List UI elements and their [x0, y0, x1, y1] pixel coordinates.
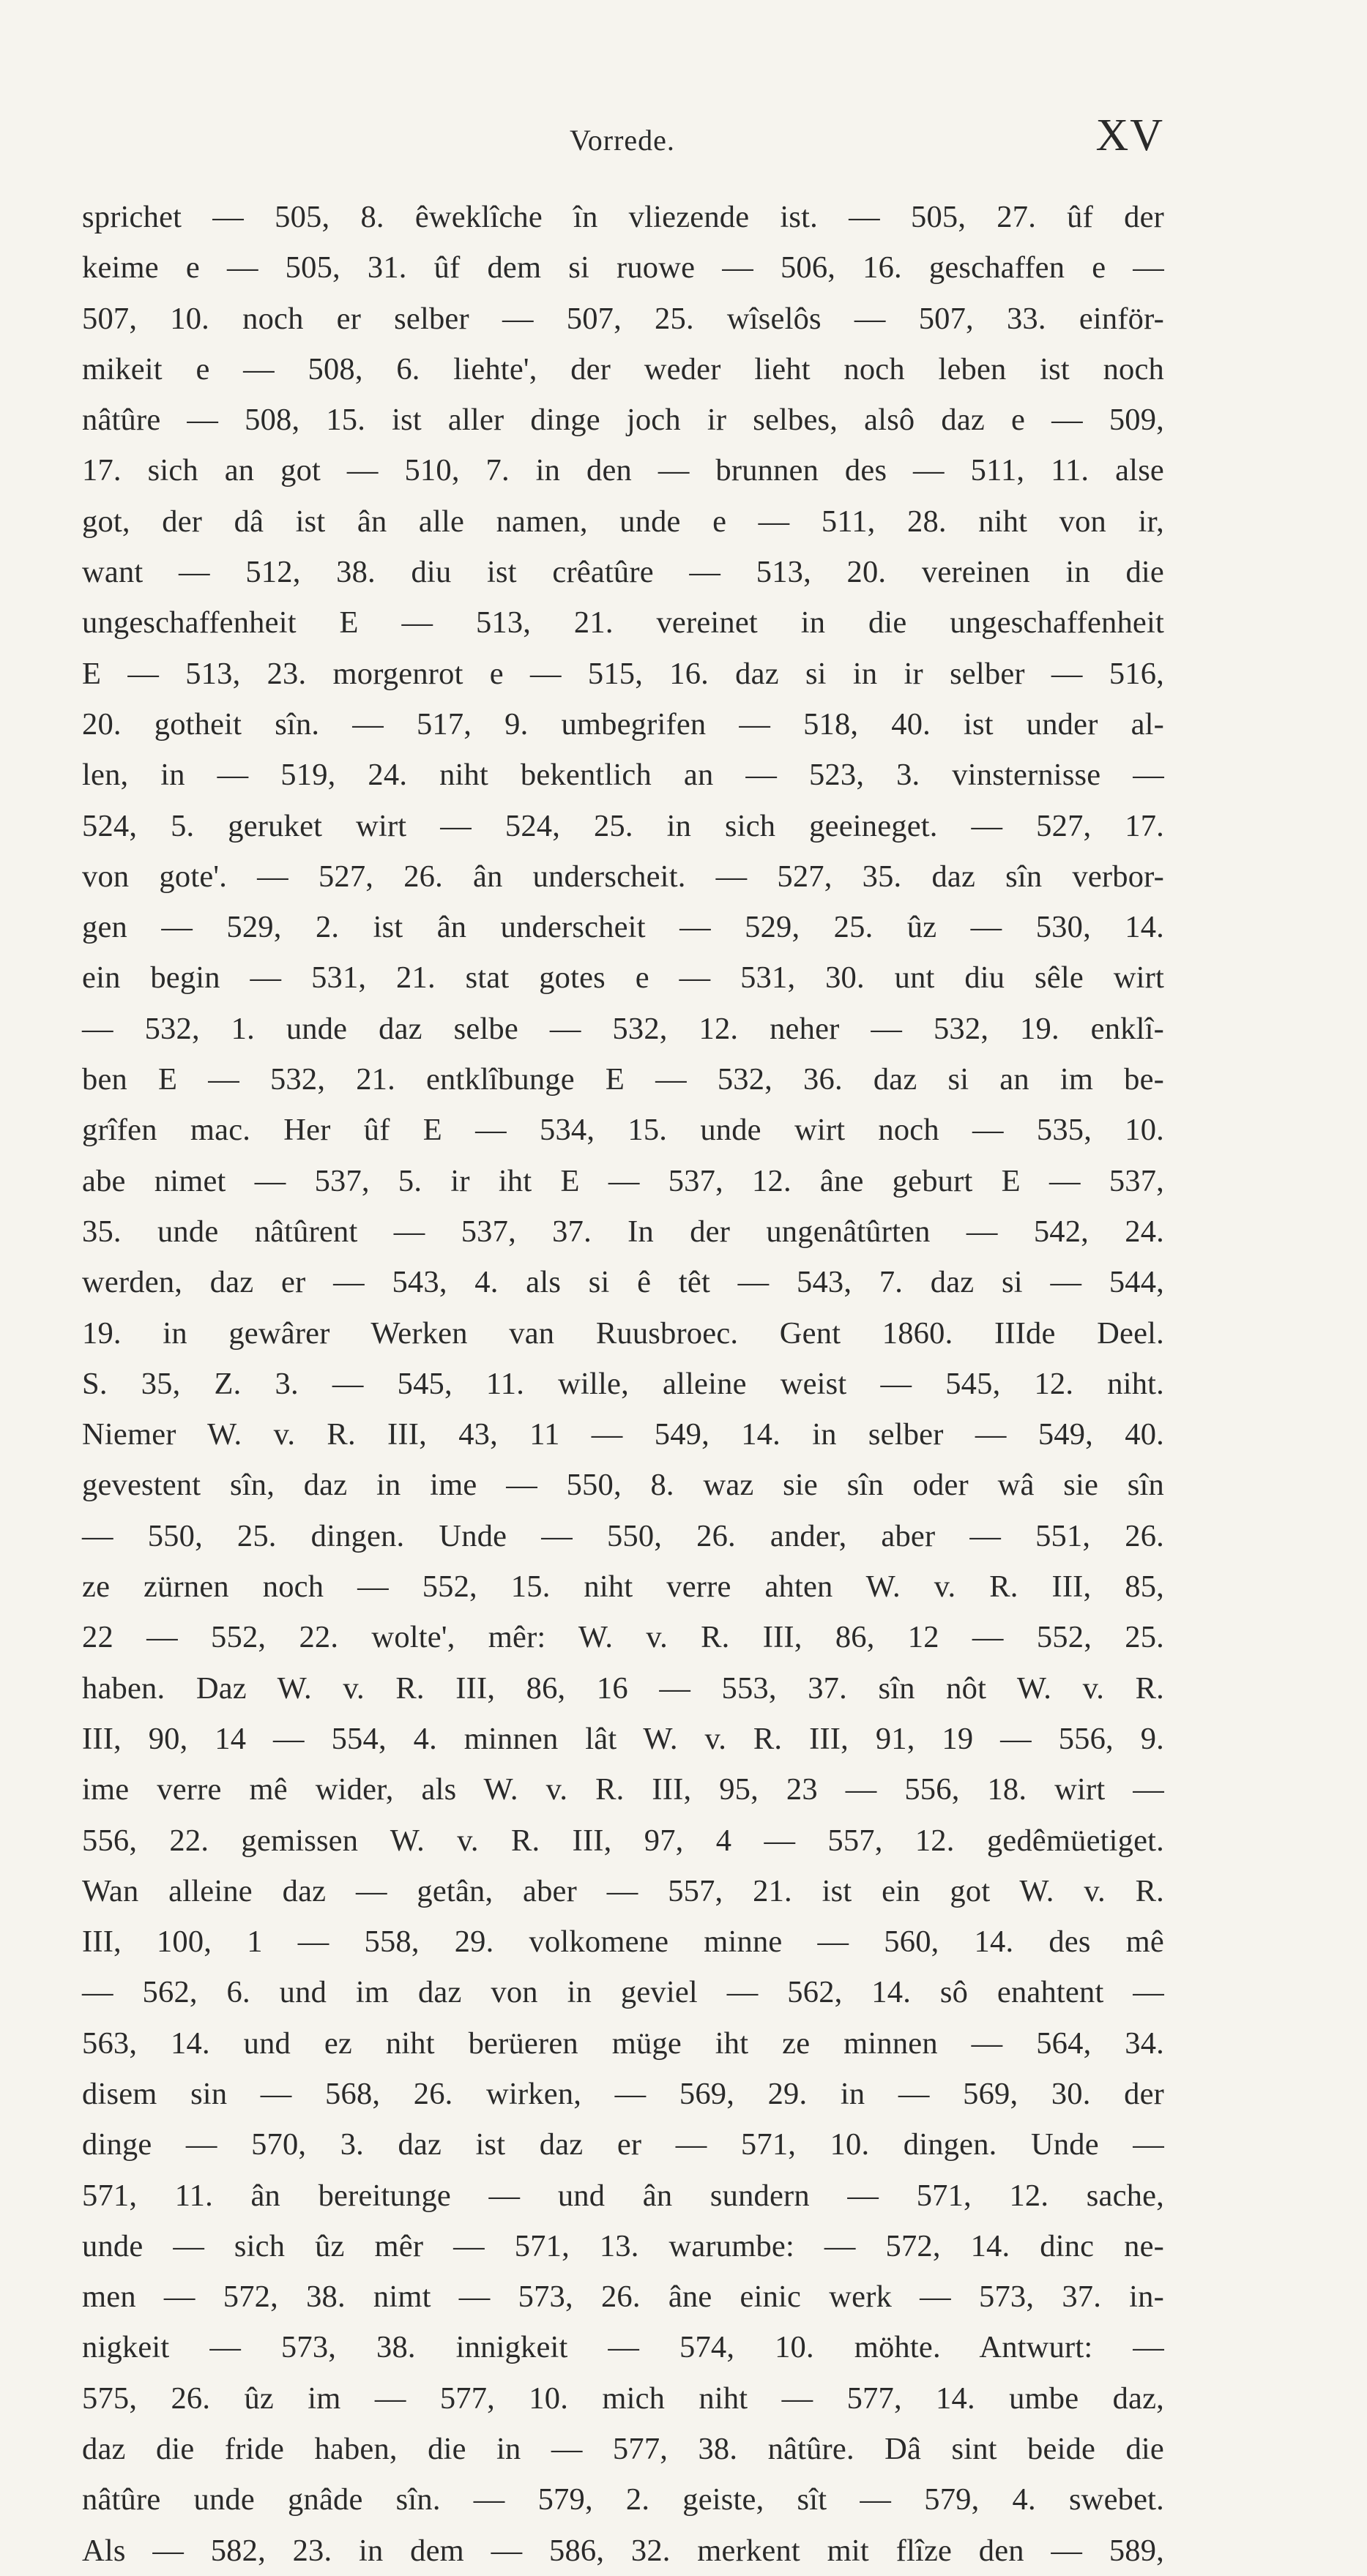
text-line: 575, 26. ûz im — 577, 10. mich niht — 577, 14. umbe daz,: [82, 2381, 1164, 2416]
text-line: III, 90, 14 — 554, 4. minnen lât W. v. R. III, 91, 19 — 556, 9.: [82, 1721, 1164, 1756]
text-line: abe nimet — 537, 5. ir iht E — 537, 12. âne geburt E — 537,: [82, 1163, 1164, 1198]
text-line: — 532, 1. unde daz selbe — 532, 12. neher — 532, 19. enklî-: [82, 1011, 1164, 1046]
text-line: Niemer W. v. R. III, 43, 11 — 549, 14. in selber — 549, 40.: [82, 1417, 1164, 1452]
page-header: [81, 110, 1164, 168]
page-number: XV: [1095, 111, 1164, 160]
text-line: Als — 582, 23. in dem — 586, 32. merkent mit flîze den — 589,: [82, 2533, 1164, 2568]
text-line: E — 513, 23. morgenrot e — 515, 16. daz si in ir selber — 516,: [82, 656, 1164, 691]
text-line: dinge — 570, 3. daz ist daz er — 571, 10. dingen. Unde —: [82, 2127, 1164, 2162]
text-line: nigkeit — 573, 38. innigkeit — 574, 10. möhte. Antwurt: —: [82, 2330, 1164, 2365]
text-line: 17. sich an got — 510, 7. in den — brunnen des — 511, 11. alse: [82, 453, 1164, 488]
text-line: len, in — 519, 24. niht bekentlich an — 523, 3. vinsternisse —: [82, 758, 1164, 793]
text-line: — 550, 25. dingen. Unde — 550, 26. ander, aber — 551, 26.: [82, 1518, 1164, 1553]
text-line: mikeit e — 508, 6. liehte', der weder lieht noch leben ist noch: [82, 351, 1164, 387]
text-line: want — 512, 38. diu ist crêatûre — 513, 20. vereinen in die: [82, 555, 1164, 590]
text-line: nâtûre — 508, 15. ist aller dinge joch ir selbes, alsô daz e — 509,: [82, 403, 1164, 438]
text-line: 22 — 552, 22. wolte', mêr: W. v. R. III, 86, 12 — 552, 25.: [82, 1620, 1164, 1655]
text-line: gen — 529, 2. ist ân underscheit — 529, 25. ûz — 530, 14.: [82, 910, 1164, 945]
text-line: III, 100, 1 — 558, 29. volkomene minne — 560, 14. des mê: [82, 1924, 1164, 1960]
text-line: 19. in gewârer Werken van Ruusbroec. Gent 1860. IIIde Deel.: [82, 1315, 1164, 1351]
body-text: [82, 192, 1164, 2576]
text-line: daz die fride haben, die in — 577, 38. nâtûre. Dâ sint beide die: [82, 2432, 1164, 2467]
text-line: 556, 22. gemissen W. v. R. III, 97, 4 — 557, 12. gedêmüetiget.: [82, 1823, 1164, 1858]
text-line: nâtûre unde gnâde sîn. — 579, 2. geiste, sît — 579, 4. swebet.: [82, 2482, 1164, 2517]
text-line: Wan alleine daz — getân, aber — 557, 21. ist ein got W. v. R.: [82, 1873, 1164, 1908]
text-line: S. 35, Z. 3. — 545, 11. wille, alleine weist — 545, 12. niht.: [82, 1366, 1164, 1401]
text-line: werden, daz er — 543, 4. als si ê têt — 543, 7. daz si — 544,: [82, 1265, 1164, 1300]
text-line: 571, 11. ân bereitunge — und ân sundern — 571, 12. sache,: [82, 2178, 1164, 2213]
running-title: Vorrede.: [570, 124, 675, 157]
text-line: got, der dâ ist ân alle namen, unde e — 511, 28. niht von ir,: [82, 504, 1164, 539]
text-line: 35. unde nâtûrent — 537, 37. In der ungenâtûrten — 542, 24.: [82, 1214, 1164, 1249]
text-line: ze zürnen noch — 552, 15. niht verre ahten W. v. R. III, 85,: [82, 1569, 1164, 1605]
text-line: 507, 10. noch er selber — 507, 25. wîselôs — 507, 33. einför-: [82, 301, 1164, 336]
text-line: von gote'. — 527, 26. ân underscheit. — 527, 35. daz sîn verbor-: [82, 859, 1164, 894]
text-line: sprichet — 505, 8. êweklîche în vliezende ist. — 505, 27. ûf der: [82, 200, 1164, 234]
text-line: — 562, 6. und im daz von in geviel — 562, 14. sô enahtent —: [82, 1975, 1164, 2010]
text-line: 524, 5. geruket wirt — 524, 25. in sich geeineget. — 527, 17.: [82, 808, 1164, 843]
text-line: grîfen mac. Her ûf E — 534, 15. unde wirt noch — 535, 10.: [82, 1113, 1164, 1148]
text-line: unde — sich ûz mêr — 571, 13. warumbe: — 572, 14. dinc ne-: [82, 2228, 1164, 2263]
text-line: 563, 14. und ez niht berüeren müge iht ze minnen — 564, 34.: [82, 2026, 1164, 2061]
text-line: 20. gotheit sîn. — 517, 9. umbegrifen — 518, 40. ist under al-: [82, 706, 1164, 742]
text-line: ein begin — 531, 21. stat gotes e — 531, 30. unt diu sêle wirt: [82, 960, 1164, 996]
text-line: haben. Daz W. v. R. III, 86, 16 — 553, 37. sîn nôt W. v. R.: [82, 1670, 1164, 1706]
text-line: ime verre mê wider, als W. v. R. III, 95, 23 — 556, 18. wirt —: [82, 1772, 1164, 1807]
text-line: disem sin — 568, 26. wirken, — 569, 29. in — 569, 30. der: [82, 2076, 1164, 2111]
text-line: men — 572, 38. nimt — 573, 26. âne einic werk — 573, 37. in-: [82, 2280, 1164, 2315]
text-line: ungeschaffenheit E — 513, 21. vereinet in die ungeschaffenheit: [82, 605, 1164, 641]
text-line: gevestent sîn, daz in ime — 550, 8. waz sie sîn oder wâ sie sîn: [82, 1468, 1164, 1503]
text-line: ben E — 532, 21. entklîbunge E — 532, 36. daz si an im be-: [82, 1062, 1164, 1097]
text-line: keime e — 505, 31. ûf dem si ruowe — 506, 16. geschaffen e —: [82, 250, 1164, 285]
